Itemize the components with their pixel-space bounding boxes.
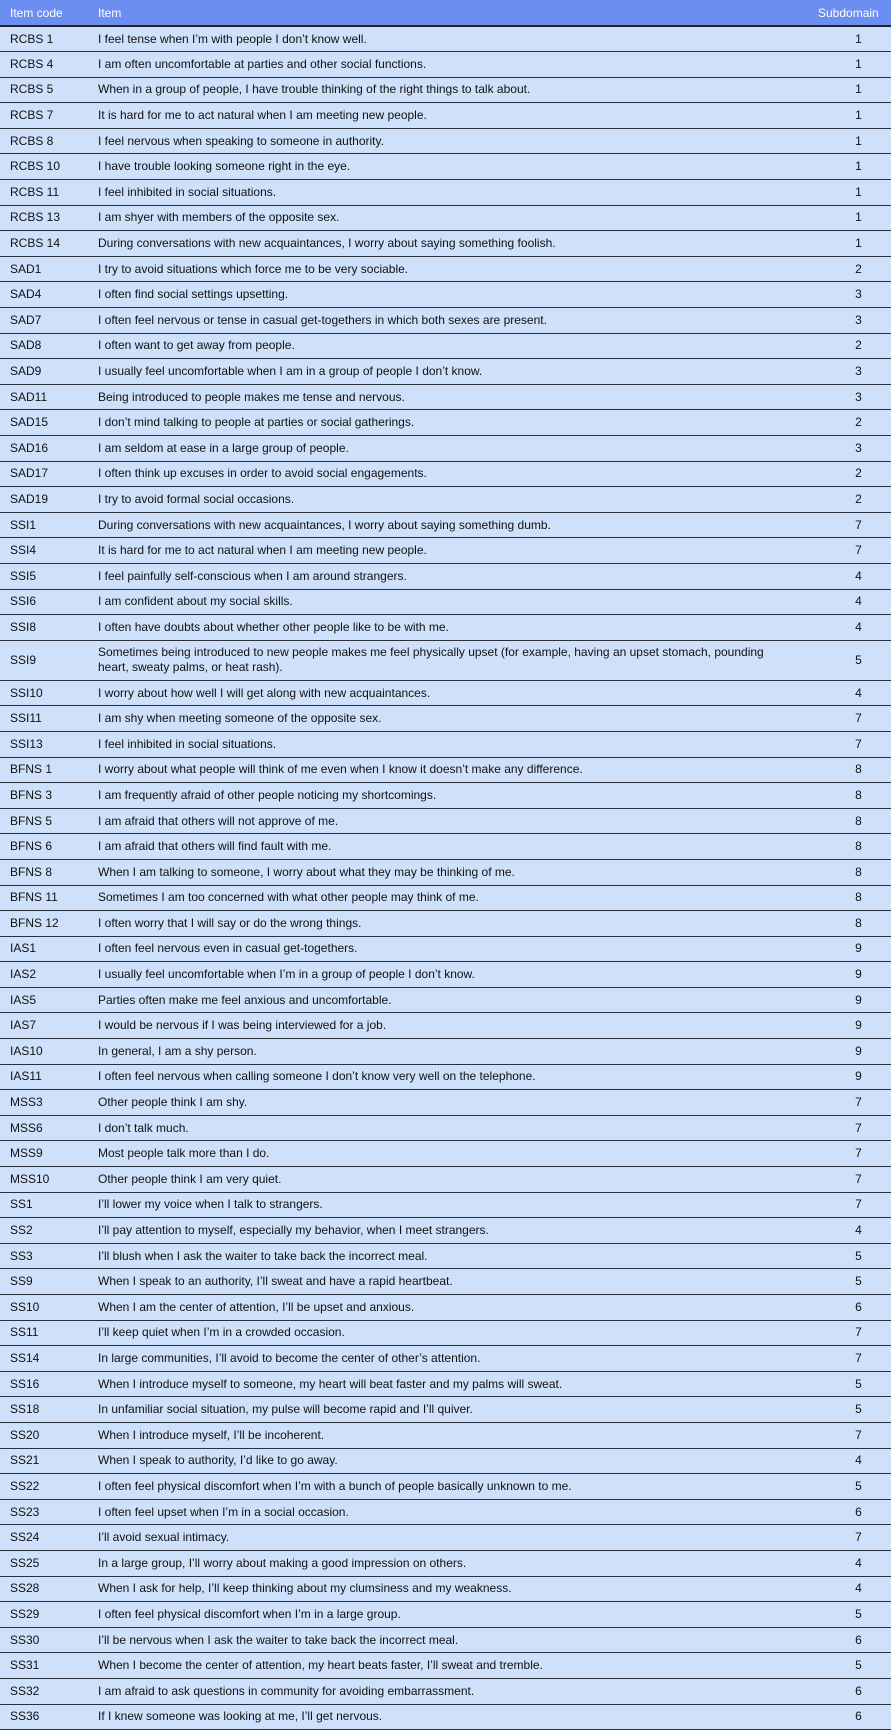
table-row	[0, 1218, 891, 1244]
table-row	[0, 1243, 891, 1269]
item-code-cell: SAD17	[0, 461, 88, 487]
subdomain-cell: 5	[810, 1269, 891, 1295]
item-text-cell: When I become the center of attention, my heart beats faster, I’ll sweat and tremble.	[88, 1653, 810, 1679]
table-row	[0, 333, 891, 359]
table-row	[0, 1653, 891, 1679]
subdomain-cell: 6	[810, 1295, 891, 1321]
table-row	[0, 1013, 891, 1039]
item-code-cell: SS18	[0, 1397, 88, 1423]
table-row	[0, 1269, 891, 1295]
subdomain-cell: 5	[810, 1243, 891, 1269]
item-text-cell: I am shy when meeting someone of the opposite sex.	[88, 706, 810, 732]
subdomain-cell: 5	[810, 1653, 891, 1679]
table-row	[0, 1576, 891, 1602]
subdomain-cell: 6	[810, 1678, 891, 1704]
item-text-cell: Sometimes being introduced to new people makes me feel physically upset (for example, having an upset stomach, pounding heart, sweaty palms, or heat rash).	[88, 640, 810, 680]
item-code-cell: RCBS 1	[0, 26, 88, 52]
table-row	[0, 256, 891, 282]
item-text-cell: I am confident about my social skills.	[88, 589, 810, 615]
table-row	[0, 1550, 891, 1576]
table-row	[0, 1474, 891, 1500]
table-row	[0, 538, 891, 564]
item-text-cell: In a large group, I’ll worry about making a good impression on others.	[88, 1550, 810, 1576]
subdomain-cell: 7	[810, 706, 891, 732]
subdomain-cell: 7	[810, 1320, 891, 1346]
subdomain-cell: 9	[810, 1013, 891, 1039]
item-code-cell: SAD9	[0, 359, 88, 385]
subdomain-cell: 7	[810, 1141, 891, 1167]
item-text-cell: In unfamiliar social situation, my pulse will become rapid and I’ll quiver.	[88, 1397, 810, 1423]
item-code-cell: SS20	[0, 1422, 88, 1448]
column-header-item: Item	[88, 0, 810, 26]
subdomain-cell: 8	[810, 859, 891, 885]
item-code-cell: SS3	[0, 1243, 88, 1269]
item-text-cell: Parties often make me feel anxious and uncomfortable.	[88, 987, 810, 1013]
item-text-cell: In general, I am a shy person.	[88, 1039, 810, 1065]
item-code-cell: SSI11	[0, 706, 88, 732]
table-row	[0, 1499, 891, 1525]
item-text-cell: I’ll lower my voice when I talk to strangers.	[88, 1192, 810, 1218]
item-text-cell: In large communities, I’ll avoid to become the center of other’s attention.	[88, 1346, 810, 1372]
item-code-cell: MSS3	[0, 1090, 88, 1116]
table-row	[0, 461, 891, 487]
item-code-cell: SS24	[0, 1525, 88, 1551]
table-row	[0, 410, 891, 436]
subdomain-cell: 2	[810, 256, 891, 282]
subdomain-cell: 9	[810, 1064, 891, 1090]
subdomain-cell: 3	[810, 282, 891, 308]
table-row	[0, 231, 891, 257]
subdomain-cell: 7	[810, 1090, 891, 1116]
table-row	[0, 731, 891, 757]
table-row	[0, 1422, 891, 1448]
column-header-subdomain: Subdomain	[810, 0, 891, 26]
subdomain-cell: 1	[810, 26, 891, 52]
subdomain-cell: 7	[810, 1422, 891, 1448]
table-row	[0, 103, 891, 129]
table-row	[0, 1371, 891, 1397]
table-row	[0, 808, 891, 834]
item-code-cell: SAD8	[0, 333, 88, 359]
table-row	[0, 128, 891, 154]
item-code-cell: IAS7	[0, 1013, 88, 1039]
item-code-cell: SS36	[0, 1704, 88, 1730]
subdomain-cell: 8	[810, 885, 891, 911]
table-row	[0, 962, 891, 988]
item-text-cell: I often feel nervous or tense in casual get-togethers in which both sexes are present.	[88, 308, 810, 334]
table-row	[0, 783, 891, 809]
subdomain-cell: 8	[810, 834, 891, 860]
table-header	[0, 0, 891, 26]
item-code-cell: RCBS 5	[0, 77, 88, 103]
item-text-cell: I often want to get away from people.	[88, 333, 810, 359]
subdomain-cell: 3	[810, 384, 891, 410]
item-code-cell: SSI10	[0, 680, 88, 706]
item-text-cell: When I introduce myself, I’ll be incoherent.	[88, 1422, 810, 1448]
item-code-cell: RCBS 8	[0, 128, 88, 154]
table-row	[0, 911, 891, 937]
header-row	[0, 0, 891, 26]
table-row	[0, 205, 891, 231]
subdomain-cell: 6	[810, 1499, 891, 1525]
table-row	[0, 1192, 891, 1218]
subdomain-cell: 5	[810, 1397, 891, 1423]
item-code-cell: SAD15	[0, 410, 88, 436]
item-text-cell: I often worry that I will say or do the wrong things.	[88, 911, 810, 937]
table-row	[0, 282, 891, 308]
item-code-cell: BFNS 6	[0, 834, 88, 860]
item-code-cell: BFNS 12	[0, 911, 88, 937]
item-text-cell: If I knew someone was looking at me, I’ll get nervous.	[88, 1704, 810, 1730]
table-row	[0, 1678, 891, 1704]
item-code-cell: SS1	[0, 1192, 88, 1218]
table-row	[0, 936, 891, 962]
item-text-cell: When I am talking to someone, I worry about what they may be thinking of me.	[88, 859, 810, 885]
subdomain-cell: 7	[810, 731, 891, 757]
item-text-cell: I often feel physical discomfort when I’m with a bunch of people basically unknown to me.	[88, 1474, 810, 1500]
table-row	[0, 308, 891, 334]
table-row	[0, 487, 891, 513]
item-code-cell: IAS5	[0, 987, 88, 1013]
table-row	[0, 1141, 891, 1167]
item-text-cell: I am afraid that others will find fault with me.	[88, 834, 810, 860]
item-code-cell: SS28	[0, 1576, 88, 1602]
item-code-cell: SAD7	[0, 308, 88, 334]
item-code-cell: SS14	[0, 1346, 88, 1372]
subdomain-cell: 2	[810, 487, 891, 513]
item-code-cell: SSI1	[0, 512, 88, 538]
table-row	[0, 180, 891, 206]
subdomain-cell: 5	[810, 1474, 891, 1500]
subdomain-cell: 1	[810, 180, 891, 206]
table-row	[0, 52, 891, 78]
subdomain-cell: 9	[810, 962, 891, 988]
item-code-cell: SS32	[0, 1678, 88, 1704]
subdomain-cell: 7	[810, 1192, 891, 1218]
subdomain-cell: 5	[810, 640, 891, 680]
subdomain-cell: 3	[810, 436, 891, 462]
item-code-cell: SS30	[0, 1627, 88, 1653]
table-row	[0, 706, 891, 732]
table-row	[0, 512, 891, 538]
item-code-cell: RCBS 4	[0, 52, 88, 78]
item-text-cell: It is hard for me to act natural when I am meeting new people.	[88, 103, 810, 129]
subdomain-cell: 9	[810, 987, 891, 1013]
item-code-cell: RCBS 14	[0, 231, 88, 257]
subdomain-cell: 7	[810, 538, 891, 564]
item-text-cell: I often feel physical discomfort when I’m in a large group.	[88, 1602, 810, 1628]
item-code-cell: SS22	[0, 1474, 88, 1500]
item-code-cell: SAD19	[0, 487, 88, 513]
item-code-cell: SSI4	[0, 538, 88, 564]
subdomain-cell: 6	[810, 1627, 891, 1653]
subdomain-cell: 8	[810, 757, 891, 783]
subdomain-cell: 4	[810, 1218, 891, 1244]
item-code-cell: SS10	[0, 1295, 88, 1321]
item-code-cell: SSI8	[0, 615, 88, 641]
table-row	[0, 640, 891, 680]
item-code-cell: SSI6	[0, 589, 88, 615]
subdomain-cell: 2	[810, 410, 891, 436]
table-row	[0, 563, 891, 589]
item-code-cell: IAS2	[0, 962, 88, 988]
table-row	[0, 1397, 891, 1423]
table-row	[0, 1448, 891, 1474]
item-code-cell: MSS9	[0, 1141, 88, 1167]
table-body	[0, 26, 891, 1730]
table-row	[0, 359, 891, 385]
subdomain-cell: 1	[810, 154, 891, 180]
item-code-cell: RCBS 7	[0, 103, 88, 129]
item-code-cell: BFNS 1	[0, 757, 88, 783]
item-text-cell: During conversations with new acquaintances, I worry about saying something foolish.	[88, 231, 810, 257]
table-row	[0, 384, 891, 410]
subdomain-cell: 7	[810, 1167, 891, 1193]
table-row	[0, 615, 891, 641]
subdomain-cell: 7	[810, 1525, 891, 1551]
item-code-cell: SS29	[0, 1602, 88, 1628]
table-row	[0, 436, 891, 462]
item-text-cell: Sometimes I am too concerned with what other people may think of me.	[88, 885, 810, 911]
table-row	[0, 1064, 891, 1090]
item-text-cell: I don’t talk much.	[88, 1115, 810, 1141]
item-text-cell: I often feel nervous even in casual get-togethers.	[88, 936, 810, 962]
item-text-cell: Being introduced to people makes me tense and nervous.	[88, 384, 810, 410]
subdomain-cell: 1	[810, 52, 891, 78]
subdomain-cell: 9	[810, 936, 891, 962]
item-text-cell: I worry about what people will think of me even when I know it doesn’t make any difference.	[88, 757, 810, 783]
subdomain-cell: 4	[810, 1550, 891, 1576]
item-text-cell: I often find social settings upsetting.	[88, 282, 810, 308]
subdomain-cell: 1	[810, 77, 891, 103]
item-code-cell: SS9	[0, 1269, 88, 1295]
subdomain-cell: 7	[810, 1115, 891, 1141]
item-code-cell: SAD16	[0, 436, 88, 462]
item-code-cell: MSS10	[0, 1167, 88, 1193]
item-code-cell: SAD4	[0, 282, 88, 308]
subdomain-cell: 1	[810, 205, 891, 231]
item-text-cell: I often have doubts about whether other people like to be with me.	[88, 615, 810, 641]
table-row	[0, 589, 891, 615]
subdomain-cell: 4	[810, 1576, 891, 1602]
table-row	[0, 859, 891, 885]
table-row	[0, 757, 891, 783]
table-row	[0, 26, 891, 52]
table-row	[0, 1167, 891, 1193]
item-text-cell: I don’t mind talking to people at parties or social gatherings.	[88, 410, 810, 436]
item-text-cell: I feel tense when I’m with people I don’t know well.	[88, 26, 810, 52]
subdomain-cell: 4	[810, 680, 891, 706]
item-text-cell: I am shyer with members of the opposite sex.	[88, 205, 810, 231]
item-text-cell: It is hard for me to act natural when I am meeting new people.	[88, 538, 810, 564]
table-row	[0, 1602, 891, 1628]
subdomain-cell: 8	[810, 911, 891, 937]
item-text-cell: When I am the center of attention, I’ll be upset and anxious.	[88, 1295, 810, 1321]
column-header-item-code: Item code	[0, 0, 88, 26]
item-text-cell: When in a group of people, I have trouble thinking of the right things to talk about.	[88, 77, 810, 103]
item-text-cell: During conversations with new acquaintances, I worry about saying something dumb.	[88, 512, 810, 538]
item-text-cell: I’ll pay attention to myself, especially my behavior, when I meet strangers.	[88, 1218, 810, 1244]
item-text-cell: I feel painfully self-conscious when I am around strangers.	[88, 563, 810, 589]
item-text-cell: I’ll blush when I ask the waiter to take back the incorrect meal.	[88, 1243, 810, 1269]
table-row	[0, 1115, 891, 1141]
table-row	[0, 1704, 891, 1730]
item-code-cell: RCBS 13	[0, 205, 88, 231]
item-text-cell: I try to avoid situations which force me to be very sociable.	[88, 256, 810, 282]
table-row	[0, 77, 891, 103]
item-code-cell: SAD1	[0, 256, 88, 282]
subdomain-cell: 6	[810, 1704, 891, 1730]
item-code-cell: SSI9	[0, 640, 88, 680]
table-row	[0, 885, 891, 911]
item-text-cell: I have trouble looking someone right in the eye.	[88, 154, 810, 180]
item-text-cell: When I speak to an authority, I’ll sweat and have a rapid heartbeat.	[88, 1269, 810, 1295]
subdomain-cell: 3	[810, 308, 891, 334]
subdomain-cell: 8	[810, 808, 891, 834]
table-row	[0, 1295, 891, 1321]
item-code-cell: SS21	[0, 1448, 88, 1474]
table-row	[0, 834, 891, 860]
subdomain-cell: 7	[810, 512, 891, 538]
item-text-cell: I often think up excuses in order to avoid social engagements.	[88, 461, 810, 487]
item-code-cell: IAS1	[0, 936, 88, 962]
item-code-cell: SSI13	[0, 731, 88, 757]
item-code-cell: SS31	[0, 1653, 88, 1679]
subdomain-cell: 5	[810, 1371, 891, 1397]
item-code-cell: SSI5	[0, 563, 88, 589]
item-text-cell: I feel inhibited in social situations.	[88, 180, 810, 206]
item-code-cell: RCBS 11	[0, 180, 88, 206]
item-text-cell: I try to avoid formal social occasions.	[88, 487, 810, 513]
subdomain-cell: 7	[810, 1346, 891, 1372]
item-code-cell: MSS6	[0, 1115, 88, 1141]
subdomain-cell: 5	[810, 1602, 891, 1628]
table-row	[0, 1090, 891, 1116]
item-code-cell: SAD11	[0, 384, 88, 410]
item-text-cell: I usually feel uncomfortable when I am in a group of people I don’t know.	[88, 359, 810, 385]
table-row	[0, 680, 891, 706]
subdomain-cell: 2	[810, 333, 891, 359]
item-text-cell: When I ask for help, I’ll keep thinking about my clumsiness and my weakness.	[88, 1576, 810, 1602]
item-code-cell: SS23	[0, 1499, 88, 1525]
table-row	[0, 1525, 891, 1551]
item-code-cell: BFNS 8	[0, 859, 88, 885]
subdomain-cell: 8	[810, 783, 891, 809]
subdomain-cell: 4	[810, 615, 891, 641]
item-text-cell: I feel nervous when speaking to someone in authority.	[88, 128, 810, 154]
item-code-cell: BFNS 5	[0, 808, 88, 834]
subdomain-cell: 1	[810, 128, 891, 154]
table-row	[0, 1320, 891, 1346]
subdomain-cell: 4	[810, 1448, 891, 1474]
subdomain-cell: 1	[810, 231, 891, 257]
item-text-cell: When I speak to authority, I’d like to go away.	[88, 1448, 810, 1474]
table-row	[0, 1039, 891, 1065]
item-text-cell: I feel inhibited in social situations.	[88, 731, 810, 757]
subdomain-cell: 3	[810, 359, 891, 385]
table-row	[0, 1627, 891, 1653]
item-code-cell: BFNS 3	[0, 783, 88, 809]
item-text-cell: I am seldom at ease in a large group of people.	[88, 436, 810, 462]
item-text-cell: I’ll keep quiet when I’m in a crowded occasion.	[88, 1320, 810, 1346]
item-code-cell: SS16	[0, 1371, 88, 1397]
subdomain-cell: 1	[810, 103, 891, 129]
item-text-cell: I’ll avoid sexual intimacy.	[88, 1525, 810, 1551]
table-row	[0, 1346, 891, 1372]
item-code-cell: BFNS 11	[0, 885, 88, 911]
item-text-cell: I’ll be nervous when I ask the waiter to take back the incorrect meal.	[88, 1627, 810, 1653]
subdomain-cell: 9	[810, 1039, 891, 1065]
item-text-cell: I often feel nervous when calling someone I don’t know very well on the telephone.	[88, 1064, 810, 1090]
item-text-cell: Most people talk more than I do.	[88, 1141, 810, 1167]
item-text-cell: I am often uncomfortable at parties and other social functions.	[88, 52, 810, 78]
table-row	[0, 987, 891, 1013]
item-code-cell: RCBS 10	[0, 154, 88, 180]
subdomain-cell: 4	[810, 563, 891, 589]
item-code-cell: SS11	[0, 1320, 88, 1346]
item-text-cell: When I introduce myself to someone, my heart will beat faster and my palms will sweat.	[88, 1371, 810, 1397]
item-text-cell: I would be nervous if I was being interviewed for a job.	[88, 1013, 810, 1039]
item-text-cell: I worry about how well I will get along with new acquaintances.	[88, 680, 810, 706]
subdomain-cell: 4	[810, 589, 891, 615]
item-text-cell: Other people think I am shy.	[88, 1090, 810, 1116]
item-code-cell: IAS10	[0, 1039, 88, 1065]
item-text-cell: I am afraid that others will not approve of me.	[88, 808, 810, 834]
item-code-cell: IAS11	[0, 1064, 88, 1090]
item-code-cell: SS2	[0, 1218, 88, 1244]
table-row	[0, 154, 891, 180]
item-text-cell: I am afraid to ask questions in community for avoiding embarrassment.	[88, 1678, 810, 1704]
item-text-cell: I usually feel uncomfortable when I’m in a group of people I don’t know.	[88, 962, 810, 988]
subdomain-cell: 2	[810, 461, 891, 487]
item-text-cell: I often feel upset when I’m in a social occasion.	[88, 1499, 810, 1525]
item-code-cell: SS25	[0, 1550, 88, 1576]
item-text-cell: I am frequently afraid of other people noticing my shortcomings.	[88, 783, 810, 809]
item-text-cell: Other people think I am very quiet.	[88, 1167, 810, 1193]
